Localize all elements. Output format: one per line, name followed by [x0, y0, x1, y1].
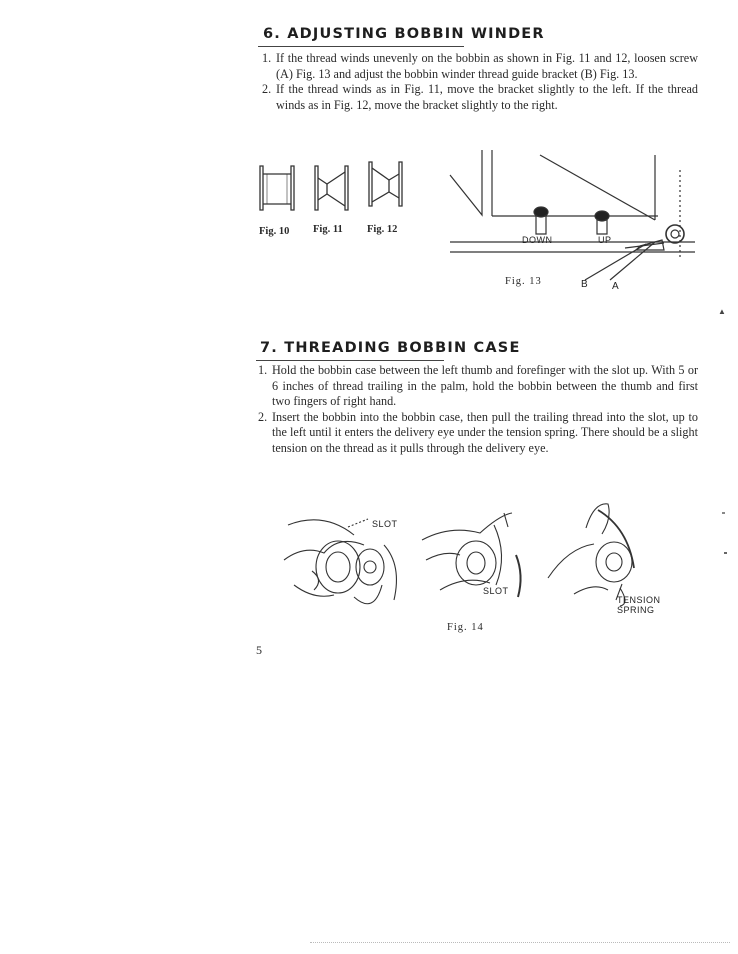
section-6-instructions — [262, 51, 698, 113]
item-text: Hold the bobbin case between the left thumb and forefinger with the slot up. With 5 or 6 inches of thread trailing in the palm, hold the bobbin between the thumb and first two fingers of right hand. — [272, 363, 698, 408]
fig-11-caption: Fig. 11 — [313, 224, 343, 235]
margin-mark — [722, 512, 725, 514]
section-6-heading-rule — [258, 46, 464, 47]
section-7-heading: 7. THREADING BOBBIN CASE — [260, 340, 521, 356]
page-bottom-edge — [310, 942, 730, 943]
fig-12-caption: Fig. 12 — [367, 224, 398, 235]
bobbin-fig-11-icon — [315, 166, 348, 210]
label-spring: SPRING — [617, 605, 655, 615]
item-number: 2. — [262, 82, 272, 96]
bobbin-winder-diagram-fig-13 — [450, 150, 700, 270]
section-7-item-2 — [258, 410, 698, 457]
label-slot-1: SLOT — [372, 519, 398, 529]
item-number: 2. — [258, 409, 268, 424]
margin-mark — [724, 552, 727, 554]
section-6-item-2 — [262, 82, 698, 113]
item-text: Insert the bobbin into the bobbin case, then pull the trailing thread into the slot, up to the left until it enters the delivery eye under the tension spring. There should be a slight tension on the thread as it pulls through the delivery eye. — [272, 409, 698, 455]
fig-13-caption: Fig. 13 — [505, 276, 542, 287]
bobbin-fig-12-icon — [369, 162, 402, 206]
page-number: 5 — [256, 643, 262, 657]
item-text: If the thread winds unevenly on the bobbin as shown in Fig. 11 and 12, loosen screw (A) Fig. 13 and adjust the bobbin winder thread guide bracket (B) Fig. 13. — [276, 51, 698, 81]
section-7-heading-rule — [256, 360, 444, 361]
bobbin-figures-10-12 — [255, 160, 415, 220]
label-b: B — [581, 279, 589, 290]
label-a: A — [612, 281, 620, 292]
item-text: If the thread winds as in Fig. 11, move the bracket slightly to the left. If the thread winds as in Fig. 12, move the bracket slightly to the right. — [276, 82, 698, 112]
fig-14-caption: Fig. 14 — [447, 622, 484, 633]
label-up: UP — [598, 235, 612, 245]
label-down: DOWN — [522, 235, 553, 245]
label-slot-2: SLOT — [483, 586, 509, 596]
section-7-item-1 — [258, 363, 698, 410]
bobbin-fig-10-icon — [260, 166, 294, 210]
fig-10-caption: Fig. 10 — [259, 226, 290, 237]
section-7-instructions — [258, 363, 698, 456]
item-number: 1. — [262, 51, 272, 65]
item-number: 1. — [258, 363, 268, 377]
threading-illustration-right — [538, 498, 658, 608]
section-6-heading: 6. ADJUSTING BOBBIN WINDER — [263, 26, 545, 42]
margin-mark: ▲ — [718, 307, 726, 316]
label-tension: TENSION — [617, 595, 661, 605]
section-6-item-1 — [262, 51, 698, 82]
threading-illustration-middle — [420, 505, 530, 600]
